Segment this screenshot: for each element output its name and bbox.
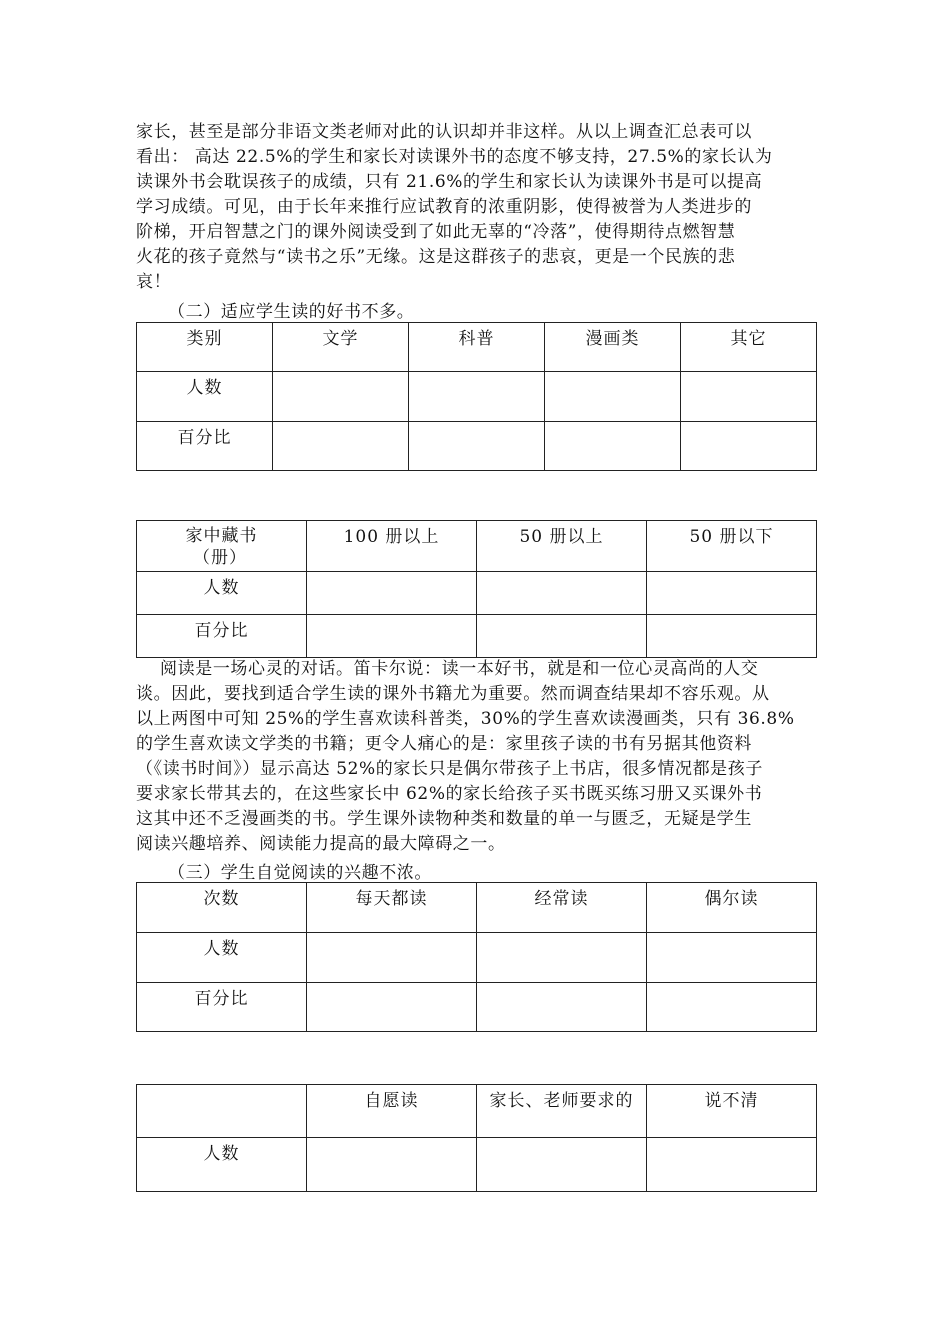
text-line: 谈。因此，要找到适合学生读的课外书籍尤为重要。然而调查结果却不容乐观。从 — [136, 684, 770, 704]
text-line: 以上两图中可知 25%的学生喜欢读科普类，30%的学生喜欢读漫画类，只有 36.8% — [136, 709, 795, 729]
header-cell: 其它 — [681, 323, 817, 372]
header-cell: 100 册以上 — [307, 521, 477, 572]
empty-cell — [647, 615, 817, 658]
empty-cell — [307, 1138, 477, 1192]
header-cell: 类别 — [137, 323, 273, 372]
empty-cell — [307, 933, 477, 983]
row-label: 百分比 — [137, 983, 307, 1032]
header-cell — [137, 521, 307, 572]
header-cell: 偶尔读 — [647, 883, 817, 933]
empty-cell — [477, 572, 647, 615]
text-line: （《读书时间》）显示高达 52%的家长只是偶尔带孩子上书店，很多情况都是孩子 — [136, 759, 763, 779]
row-label: 人数 — [137, 933, 307, 983]
text-line: 看出： 高达 22.5%的学生和家长对读课外书的态度不够支持，27.5%的家长认为 — [136, 147, 773, 167]
empty-cell — [307, 983, 477, 1032]
header-cell: 文学 — [273, 323, 409, 372]
row-label: 百分比 — [137, 422, 273, 471]
table-row — [137, 372, 817, 422]
header-cell: 自愿读 — [307, 1085, 477, 1138]
text-line: 阅读兴趣培养、阅读能力提高的最大障碍之一。 — [136, 834, 506, 854]
text-line: 要求家长带其去的，在这些家长中 62%的家长给孩子买书既买练习册又买课外书 — [136, 784, 763, 804]
header-cell: 家长、老师要求的 — [477, 1085, 647, 1138]
reading-motivation-table — [136, 1084, 817, 1192]
empty-cell — [647, 572, 817, 615]
empty-cell — [477, 933, 647, 983]
table-row — [137, 422, 817, 471]
row-label: 人数 — [137, 572, 307, 615]
empty-cell — [545, 422, 681, 471]
section-heading-3: （三）学生自觉阅读的兴趣不浓。 — [168, 863, 432, 883]
text-line: 学习成绩。可见，由于长年来推行应试教育的浓重阴影，使得被誉为人类进步的 — [136, 197, 752, 217]
empty-cell — [307, 572, 477, 615]
empty-cell — [273, 422, 409, 471]
header-cell: 50 册以上 — [477, 521, 647, 572]
empty-cell — [647, 983, 817, 1032]
table-header-row — [137, 883, 817, 933]
table-row — [137, 983, 817, 1032]
header-cell — [137, 1085, 307, 1138]
table-header-row — [137, 521, 817, 572]
text-line: 的学生喜欢读文学类的书籍；更令人痛心的是：家里孩子读的书有另据其他资料 — [136, 734, 752, 754]
home-books-table — [136, 520, 817, 658]
header-cell: 漫画类 — [545, 323, 681, 372]
row-label: 人数 — [137, 1138, 307, 1192]
section-heading-2: （二）适应学生读的好书不多。 — [168, 302, 415, 322]
text-line: 火花的孩子竟然与“读书之乐”无缘。这是这群孩子的悲哀，更是一个民族的悲 — [136, 247, 736, 267]
empty-cell — [647, 1138, 817, 1192]
book-category-table — [136, 322, 817, 471]
empty-cell — [477, 983, 647, 1032]
text-line: 阅读是一场心灵的对话。笛卡尔说：读一本好书，就是和一位心灵高尚的人交 — [136, 659, 759, 679]
text-line: 家长，甚至是部分非语文类老师对此的认识却并非这样。从以上调查汇总表可以 — [136, 122, 752, 142]
header-line: 家中藏书 — [185, 526, 258, 546]
header-cell: 50 册以下 — [647, 521, 817, 572]
table-row — [137, 615, 817, 658]
empty-cell — [477, 615, 647, 658]
header-cell: 科普 — [409, 323, 545, 372]
header-cell: 每天都读 — [307, 883, 477, 933]
row-label: 人数 — [137, 372, 273, 422]
empty-cell — [681, 422, 817, 471]
header-line: （册） — [193, 548, 247, 568]
row-label: 百分比 — [137, 615, 307, 658]
empty-cell — [681, 372, 817, 422]
table-row — [137, 1138, 817, 1192]
empty-cell — [477, 1138, 647, 1192]
text-line: 哀！ — [136, 272, 172, 292]
header-cell: 次数 — [137, 883, 307, 933]
table-header-row — [137, 1085, 817, 1138]
analysis-paragraph — [136, 657, 816, 857]
table-row — [137, 933, 817, 983]
empty-cell — [545, 372, 681, 422]
empty-cell — [273, 372, 409, 422]
text-line: 阶梯，开启智慧之门的课外阅读受到了如此无辜的“冷落”，使得期待点燃智慧 — [136, 222, 736, 242]
header-cell: 说不清 — [647, 1085, 817, 1138]
table-row — [137, 572, 817, 615]
text-line: 读课外书会耽误孩子的成绩，只有 21.6%的学生和家长认为读课外书是可以提高 — [136, 172, 763, 192]
empty-cell — [409, 372, 545, 422]
empty-cell — [647, 933, 817, 983]
reading-frequency-table — [136, 882, 817, 1032]
intro-paragraph — [136, 120, 816, 295]
text-line: 这其中还不乏漫画类的书。学生课外读物种类和数量的单一与匮乏，无疑是学生 — [136, 809, 752, 829]
empty-cell — [409, 422, 545, 471]
empty-cell — [307, 615, 477, 658]
table-header-row — [137, 323, 817, 372]
header-cell: 经常读 — [477, 883, 647, 933]
